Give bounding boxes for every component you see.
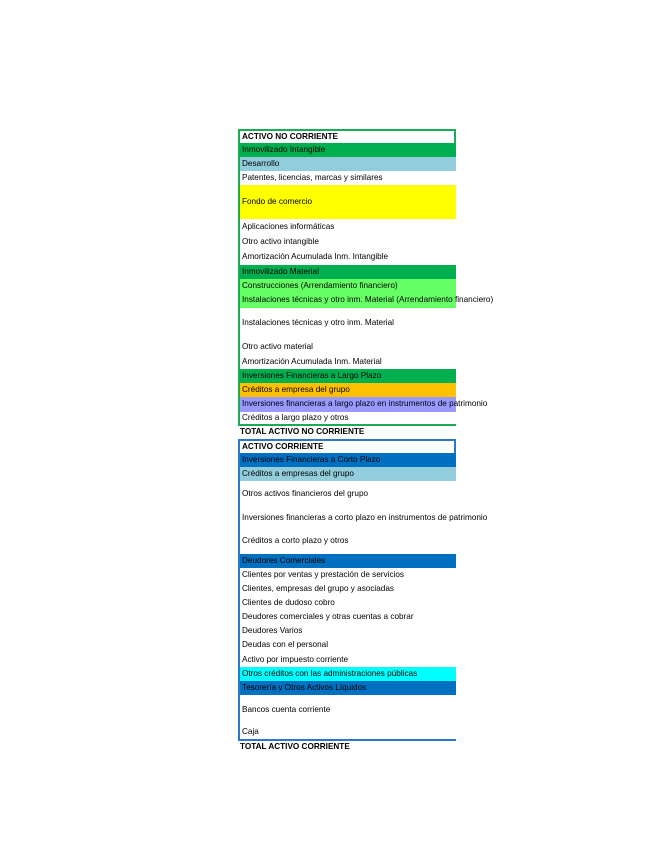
row-creditos-cp: Créditos a corto plazo y otros [238, 529, 456, 554]
row-clientes-ventas: Clientes por ventas y prestación de servicios [238, 568, 456, 582]
row-otros-activos-fin: Otros activos financieros del grupo [238, 481, 456, 508]
row-deudores-varios: Deudores Varios [238, 624, 456, 638]
row-deudores-cuentas: Deudores comerciales y otras cuentas a cobrar [238, 610, 456, 624]
balance-sheet [238, 129, 494, 754]
row-inv-fin-lp: Inversiones financieras a largo plazo en instrumentos de patrimonio [238, 397, 456, 412]
row-amort-material: Amortización Acumulada Inm. Material [238, 355, 456, 369]
row-bancos: Bancos cuenta corriente [238, 695, 456, 725]
row-clientes-grupo: Clientes, empresas del grupo y asociadas [238, 582, 456, 596]
row-creditos-grupo: Créditos a empresa del grupo [238, 383, 456, 397]
row-otros-creditos-admin: Otros créditos con las administraciones públicas [238, 667, 456, 681]
row-inversiones-cp: Inversiones Financieras a Corto Plazo [238, 453, 456, 467]
current-header: ACTIVO CORRIENTE [238, 439, 456, 453]
row-amort-intangible: Amortización Acumulada Inm. Intangible [238, 250, 456, 265]
row-creditos-empresas-grupo: Créditos a empresas del grupo [238, 467, 456, 481]
row-inversiones-lp: Inversiones Financieras a Largo Plazo [238, 369, 456, 383]
row-inv-fin-cp: Inversiones financieras a corto plazo en instrumentos de patrimonio [238, 508, 456, 529]
row-instalaciones: Instalaciones técnicas y otro inm. Material [238, 308, 456, 339]
row-instalaciones-arrend: Instalaciones técnicas y otro inm. Material (Arrendamiento financiero) [238, 293, 456, 308]
row-caja: Caja [238, 725, 456, 741]
row-clientes-dudoso: Clientes de dudoso cobro [238, 596, 456, 610]
row-inmovilizado-material: Inmovilizado Material [238, 265, 456, 279]
row-deudores-comerciales: Deudores Comerciales [238, 554, 456, 568]
row-patentes: Patentes, licencias, marcas y similares [238, 171, 456, 185]
row-inmovilizado-intangible: Inmovilizado Intangible [238, 143, 456, 157]
row-creditos-lp: Créditos a largo plazo y otros [238, 412, 456, 426]
total-current: TOTAL ACTIVO CORRIENTE [238, 741, 456, 754]
row-otro-material: Otro activo material [238, 339, 456, 355]
row-aplicaciones: Aplicaciones informáticas [238, 219, 456, 235]
row-construcciones: Construcciones (Arrendamiento financiero) [238, 279, 456, 293]
row-desarrollo: Desarrollo [238, 157, 456, 171]
row-deudas-personal: Deudas con el personal [238, 638, 456, 653]
row-activo-impuesto: Activo por impuesto corriente [238, 653, 456, 667]
total-non-current: TOTAL ACTIVO NO CORRIENTE [238, 426, 456, 439]
row-fondo-comercio: Fondo de comercio [238, 185, 456, 219]
row-tesoreria: Tesorería y Otros Activos Líquidos [238, 681, 456, 695]
non-current-header: ACTIVO NO CORRIENTE [238, 129, 456, 143]
row-otro-intangible: Otro activo intangible [238, 235, 456, 250]
